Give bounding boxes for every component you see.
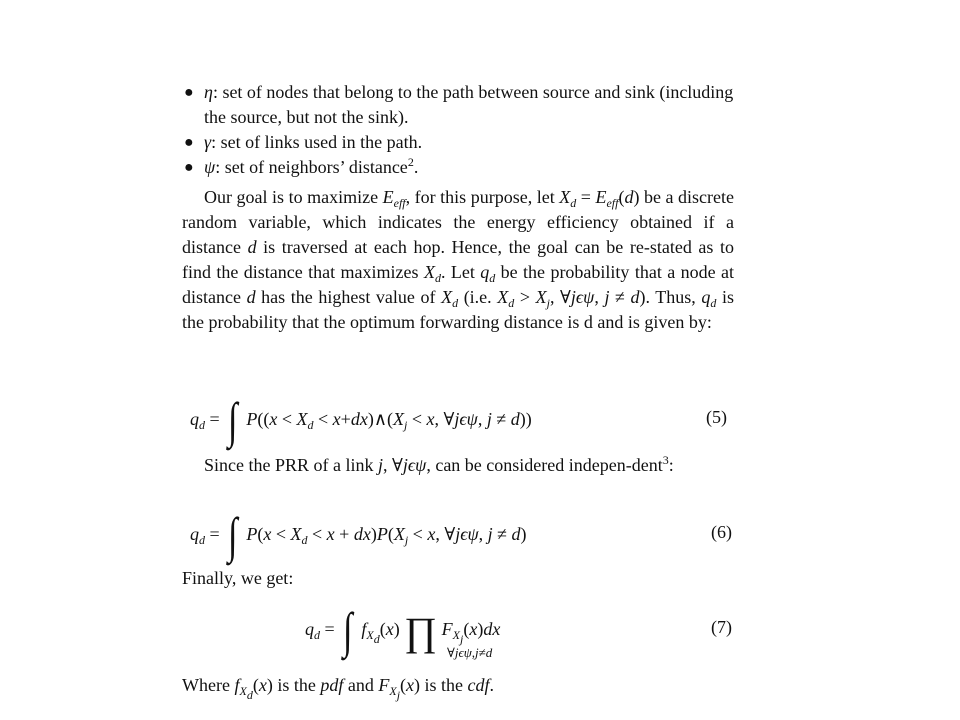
bullet-dot-icon: ● [184, 84, 194, 101]
equation-number-5: (5) [706, 407, 727, 427]
text: is the [424, 675, 464, 695]
text: ). Thus, [639, 287, 696, 307]
text: Where [182, 675, 230, 695]
integral-icon: ∫ [228, 392, 238, 448]
product-subscript: ∀jϵψ,j≠d [447, 645, 493, 660]
text: (i.e. [463, 287, 492, 307]
bullet-psi [182, 155, 734, 180]
integral-icon: ∫ [228, 507, 238, 563]
text: is the [277, 675, 316, 695]
symbol-eta: η [204, 82, 213, 102]
text: , for this purpose, let [405, 187, 555, 207]
integral-icon: ∫ [343, 602, 353, 658]
paragraph-where: Where $f_{X_d}(x)$ is the pdf and $F_{X_j}(x)$ is the cdf. [182, 675, 495, 702]
text: is traversed at each hop. Hence, the goal can be re-stated as to find the distance that maximizes [182, 237, 735, 282]
punct: . [413, 157, 419, 177]
paragraph-independence: Since the PRR of a link j, ∀jϵψ, can be considered indepen-dent$^3$: [204, 453, 674, 475]
symbol-psi: ψ [204, 157, 216, 177]
paragraph-finally [182, 566, 734, 591]
text: Our goal is to maximize [204, 187, 379, 207]
bullet-eta [182, 80, 734, 130]
equation-number-6: (6) [711, 522, 732, 542]
text: Finally, we get: [182, 568, 294, 588]
text: , can be considered indepen-dent [426, 455, 663, 475]
text: be a discrete random variable, which indicates the energy efficiency obtained if a distance [182, 187, 735, 257]
bullet-text: : set of nodes that belong to the path between source and sink (including the source, but not the sink). [204, 82, 734, 127]
text: : [668, 455, 674, 475]
bullet-text: : set of links used in the path. [211, 132, 423, 152]
bullet-dot-icon: ● [184, 134, 194, 151]
text: be the probability that a node at distance [182, 262, 734, 307]
equation-number-7: (7) [711, 617, 732, 637]
text: Since the PRR of a link [204, 455, 374, 475]
footnote-mark: 2 [407, 155, 414, 169]
equation-7: $q_d$ = ∫ $f_{X_d}(x)$ ∏ $F_{X_j}(x)dx$ [305, 602, 501, 658]
term-cdf: cdf [467, 675, 490, 695]
term-pdf: pdf [320, 675, 344, 695]
paragraph-goal: Our goal is to maximize $E_{eff}$, for this purpose, let $X_d = E_{eff}(d)$ be a discrete random variable, which indicates the energy efficiency obtained if a distance d is traversed at each hop. Hence, the goal can be re-stated as to find the distance that maximizes $X_d$. Let $q_d$ be the probability that a node at distance d has the highest value of $X_d$ (i.e. $X_d > X_j$, ∀jϵψ, j ≠ d). Thus, $q_d$ is the probability that the optimum forwarding distance is d and is given by: [182, 187, 735, 332]
bullet-dot-icon: ● [184, 159, 194, 176]
text: . [489, 675, 495, 695]
symbol-gamma: γ [204, 132, 212, 152]
text: . Let [440, 262, 475, 282]
footnote-mark: 3 [662, 453, 669, 467]
equation-6: $q_d$ = ∫ $P(x < X_d < x + dx)P(X_j < x$, ∀jϵψ, j ≠ d) [190, 507, 527, 563]
bullet-text: : set of neighbors’ distance [215, 157, 408, 177]
product-icon: ∏ [404, 609, 438, 654]
text: has the highest value of [261, 287, 436, 307]
text: and [347, 675, 374, 695]
bullet-gamma [182, 130, 734, 155]
bullet-list [182, 80, 734, 180]
text: is the probability that the optimum forwarding distance is d and is given by: [182, 287, 735, 332]
equation-5: $q_d$ = ∫ $P((x < X_d$ < $x+dx)\wedge(X_j < x$, ∀jϵψ, j ≠ d)) [190, 392, 532, 448]
